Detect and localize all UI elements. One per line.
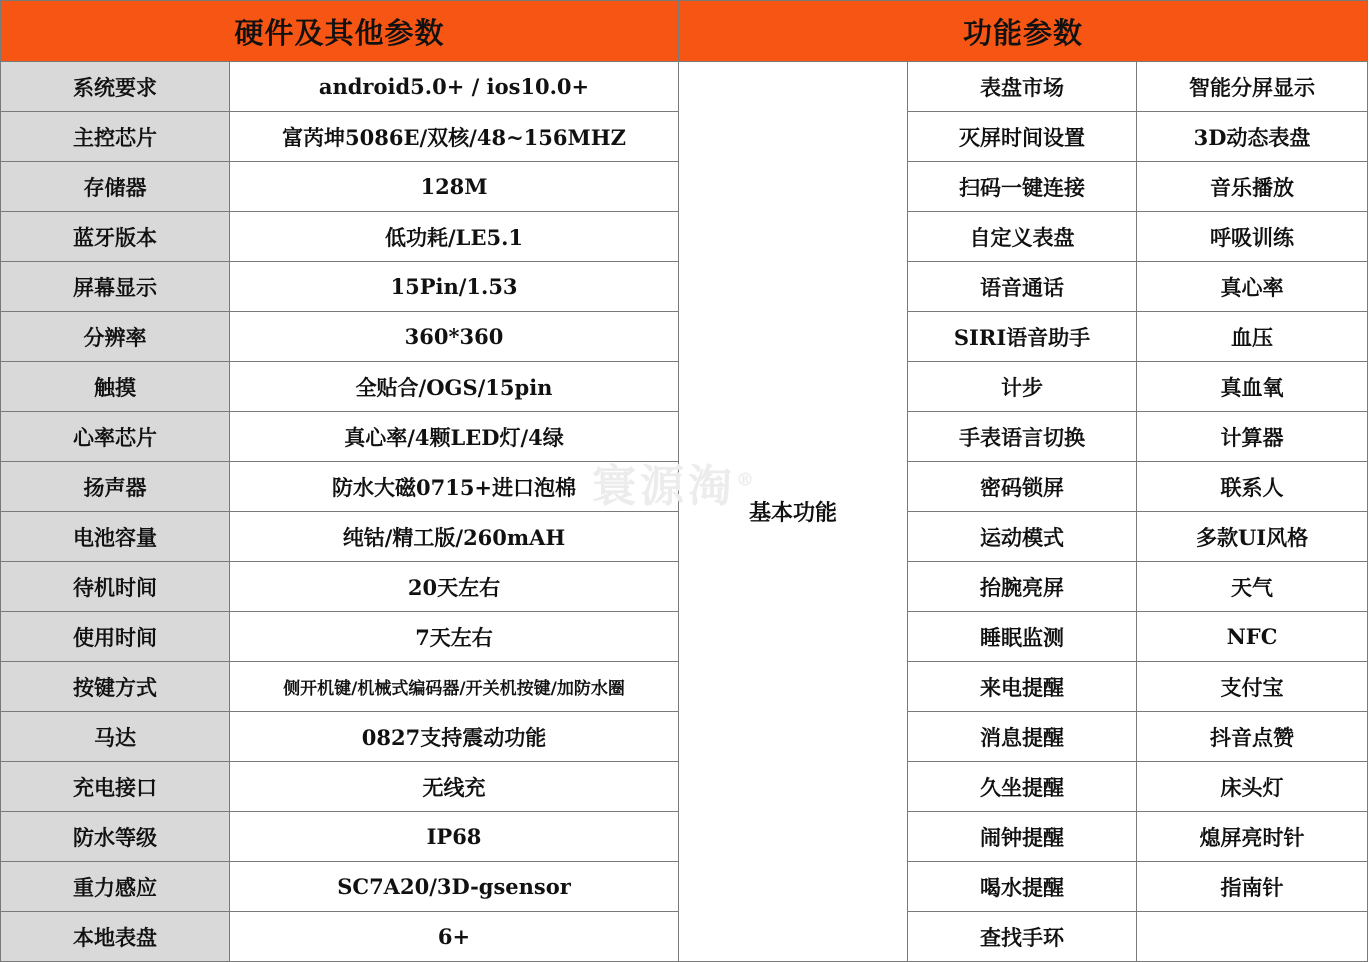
feature-item: 联系人 <box>1137 462 1368 512</box>
spec-label: 电池容量 <box>1 512 230 562</box>
spec-value: 无线充 <box>230 762 679 812</box>
feature-item: 天气 <box>1137 562 1368 612</box>
feature-item: 抖音点赞 <box>1137 712 1368 762</box>
spec-value: 128M <box>230 162 679 212</box>
feature-item: 抬腕亮屏 <box>908 562 1137 612</box>
spec-label: 充电接口 <box>1 762 230 812</box>
watermark-logo: 寰源淘® <box>592 461 758 512</box>
spec-value: 纯钴/精工版/260mAH <box>230 512 679 562</box>
spec-label: 主控芯片 <box>1 112 230 162</box>
spec-table-body <box>1 62 1368 962</box>
feature-item: 真血氧 <box>1137 362 1368 412</box>
feature-item: 密码锁屏 <box>908 462 1137 512</box>
spec-value: 7天左右 <box>230 612 679 662</box>
spec-label: 系统要求 <box>1 62 230 112</box>
spec-label: 扬声器 <box>1 462 230 512</box>
table-row <box>1 62 1368 112</box>
spec-value: 低功耗/LE5.1 <box>230 212 679 262</box>
spec-label: 本地表盘 <box>1 912 230 962</box>
spec-label: 使用时间 <box>1 612 230 662</box>
spec-label: 马达 <box>1 712 230 762</box>
spec-value: IP68 <box>230 812 679 862</box>
spec-value: 0827支持震动功能 <box>230 712 679 762</box>
spec-value: 防水大磁0715+进口泡棉 <box>230 462 679 512</box>
feature-item: 查找手环 <box>908 912 1137 962</box>
feature-item: 支付宝 <box>1137 662 1368 712</box>
feature-item: 熄屏亮时针 <box>1137 812 1368 862</box>
feature-item: 智能分屏显示 <box>1137 62 1368 112</box>
spec-value: 15Pin/1.53 <box>230 262 679 312</box>
spec-value: 6+ <box>230 912 679 962</box>
spec-value: 360*360 <box>230 312 679 362</box>
feature-item: 闹钟提醒 <box>908 812 1137 862</box>
spec-label: 按键方式 <box>1 662 230 712</box>
feature-item: 音乐播放 <box>1137 162 1368 212</box>
feature-item: 语音通话 <box>908 262 1137 312</box>
feature-item: 血压 <box>1137 312 1368 362</box>
spec-value: 侧开机键/机械式编码器/开关机按键/加防水圈 <box>230 662 679 712</box>
spec-label: 屏幕显示 <box>1 262 230 312</box>
feature-item: NFC <box>1137 612 1368 662</box>
spec-value: 全贴合/OGS/15pin <box>230 362 679 412</box>
feature-item: 运动模式 <box>908 512 1137 562</box>
spec-label: 待机时间 <box>1 562 230 612</box>
feature-item: 计步 <box>908 362 1137 412</box>
feature-item: 灭屏时间设置 <box>908 112 1137 162</box>
feature-item: SIRI语音助手 <box>908 312 1137 362</box>
function-header: 功能参数 <box>679 1 1368 62</box>
feature-item: 手表语言切换 <box>908 412 1137 462</box>
feature-item: 消息提醒 <box>908 712 1137 762</box>
spec-label: 触摸 <box>1 362 230 412</box>
spec-value: 20天左右 <box>230 562 679 612</box>
feature-item: 来电提醒 <box>908 662 1137 712</box>
spec-value: 富芮坤5086E/双核/48~156MHZ <box>230 112 679 162</box>
spec-value: SC7A20/3D-gsensor <box>230 862 679 912</box>
feature-item: 3D动态表盘 <box>1137 112 1368 162</box>
feature-item: 多款UI风格 <box>1137 512 1368 562</box>
spec-value: android5.0+ / ios10.0+ <box>230 62 679 112</box>
feature-item: 久坐提醒 <box>908 762 1137 812</box>
spec-label: 分辨率 <box>1 312 230 362</box>
hardware-header: 硬件及其他参数 <box>1 1 679 62</box>
feature-item: 喝水提醒 <box>908 862 1137 912</box>
spec-label: 存储器 <box>1 162 230 212</box>
spec-value: 真心率/4颗LED灯/4绿 <box>230 412 679 462</box>
spec-label: 心率芯片 <box>1 412 230 462</box>
feature-group-label: 基本功能 <box>679 62 908 962</box>
spec-label: 重力感应 <box>1 862 230 912</box>
spec-label: 防水等级 <box>1 812 230 862</box>
feature-item: 计算器 <box>1137 412 1368 462</box>
feature-item: 真心率 <box>1137 262 1368 312</box>
feature-item: 表盘市场 <box>908 62 1137 112</box>
feature-item: 呼吸训练 <box>1137 212 1368 262</box>
feature-item: 睡眠监测 <box>908 612 1137 662</box>
feature-item: 指南针 <box>1137 862 1368 912</box>
feature-item: 自定义表盘 <box>908 212 1137 262</box>
feature-item: 扫码一键连接 <box>908 162 1137 212</box>
feature-item: 床头灯 <box>1137 762 1368 812</box>
feature-item <box>1137 912 1368 962</box>
spec-label: 蓝牙版本 <box>1 212 230 262</box>
